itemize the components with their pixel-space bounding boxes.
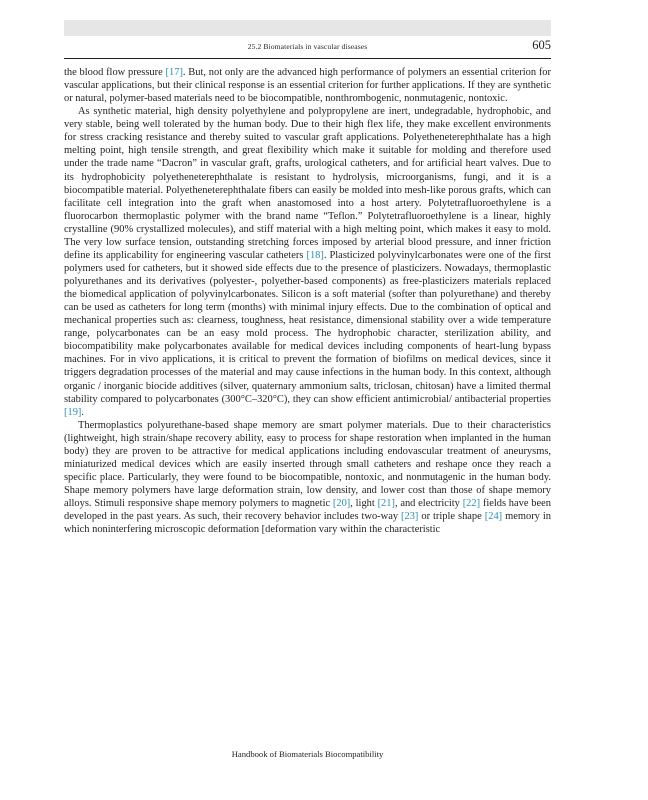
text-segment: memory in which noninterfering microscopic deformation [deformation vary within the characteristic xyxy=(64,511,551,536)
citation-link[interactable]: [22] xyxy=(462,498,481,510)
running-title: 25.2 Biomaterials in vascular diseases xyxy=(247,42,368,51)
footer-book-title: Handbook of Biomaterials Biocompatibility xyxy=(231,749,384,759)
citation-link[interactable]: [24] xyxy=(484,511,503,523)
text-segment: , and electricity xyxy=(394,498,463,510)
page-number: 605 xyxy=(532,38,551,52)
citation-link[interactable]: [21] xyxy=(377,498,395,510)
running-head xyxy=(64,36,551,59)
citation-link[interactable]: [23] xyxy=(401,511,419,523)
citation-link[interactable]: [20] xyxy=(332,498,351,510)
paragraph-1 xyxy=(64,66,551,105)
text-segment: . Plasticized polyvinylcarbonates were one of the first polymers used for catheters, but it showed side effects due to the presence of plasticizers. Nowadays, thermoplastic polyurethanes and its derivatives (polyester-, polyether-based components) as free-plasticizers materials replaced the biomedical application of polyvinylcarbonates. Silicon is a soft material (softer than polyurethane) and thereby can be used as catheters for long term (months) with minimal injury effects. Due to the combination of optical and mechanical properties such as: clearness, toughness, heat resistance, dimensional stability over a wide temperature range, polycarbonates can be an easy mold process. The hydrophobic character, sterilization ability, and biocompatibility make polycarbonates available for medical devices including components of heart-lung bypass machines. For in vivo applications, it is critical to prevent the formation of biofilms on medical devices, since it triggers degradation processes of the material and may cause infections in the human body. In this context, although organic / inorganic biocide additives (silver, quaternary ammonium salts, triclosan, chitosan) have a limited thermal stability compared to polycarbonates (300°C–320°C), they can show efficient antimicrobial/ antibacterial properties xyxy=(64,249,551,405)
paragraph-3 xyxy=(64,419,551,537)
paragraph-2 xyxy=(64,105,551,419)
citation-link[interactable]: [17] xyxy=(165,67,183,78)
text-segment: the blood flow pressure xyxy=(64,67,166,78)
text-segment: As synthetic material, high density polyethylene and polypropylene are inert, undegradable, hydrophobic, and very stable, being well tolerated by the human body. Due to their high flex life, they make excellent environments for stress cracking resistance and thereby suited to vascular graft applications. Polyetheneterephthalate has a high melting point, high tensile strength, and great flexibility which make it suitable for molding and therefore used under the trade name “Dacron” in vascular graft, grafts, urological catheters, and for artificial heart valves. Due to its hydrophobicity polyetheneterephthalate is resistant to hydrolysis, microorganisms, fungi, and it is a biocompatible material. Polyetheneterephthalate fibers can easily be molded into mesh-like porous grafts, which can facilitate cell integration into the graft when anastomosed into a host artery. Polytetrafluoroethylene is a fluorocarbon thermoplastic polymer with the brand name “Teflon.” Polytetrafluoroethylene is a linear, highly crystalline (90% crystallized molecules), and stiff material with a high melting point, which makes it easy to mold. The very low surface tension, outstanding stretching forces imposed by arterial blood pressure, and inner friction define its applicability for engineering vascular catheters xyxy=(64,106,551,261)
citation-link[interactable]: [19] xyxy=(64,406,82,418)
citation-link[interactable]: [18] xyxy=(306,249,324,261)
body-text xyxy=(64,66,551,536)
header-shade-bar xyxy=(64,20,551,36)
text-segment: or triple shape xyxy=(418,511,485,523)
text-segment: Thermoplastics polyurethane-based shape memory are smart polymer materials. Due to their characteristics (lightweight, high strain/shape recovery ability, easy to process for shape restoration when implanted in the human body) they are proven to be attractive for medical applications including endovascular treatment of aneurysms, miniaturized medical devices which are easily inserted through small catheters and reshape once they reach a specific place. Particularly, they were found to be biocompatible, nontoxic, and nonmutagenic in the human body. Shape memory polymers have large deformation strain, low density, and lower cost than those of shape memory alloys. Stimuli responsive shape memory polymers to magnetic xyxy=(64,419,551,510)
text-segment: . xyxy=(81,406,84,418)
text-segment: , light xyxy=(350,498,378,510)
text-segment: fields have been developed in the past years. As such, their recovery behavior includes two-way xyxy=(64,498,551,523)
text-segment: . But, not only are the advanced high performance of polymers an essential criterion for vascular applications, but their clinical response is an essential criterion for further applications. If they are synthetic or natural, polymer-based materials need to be biocompatible, nonthrombogenic, nonmutagenic, nontoxic. xyxy=(64,67,551,105)
